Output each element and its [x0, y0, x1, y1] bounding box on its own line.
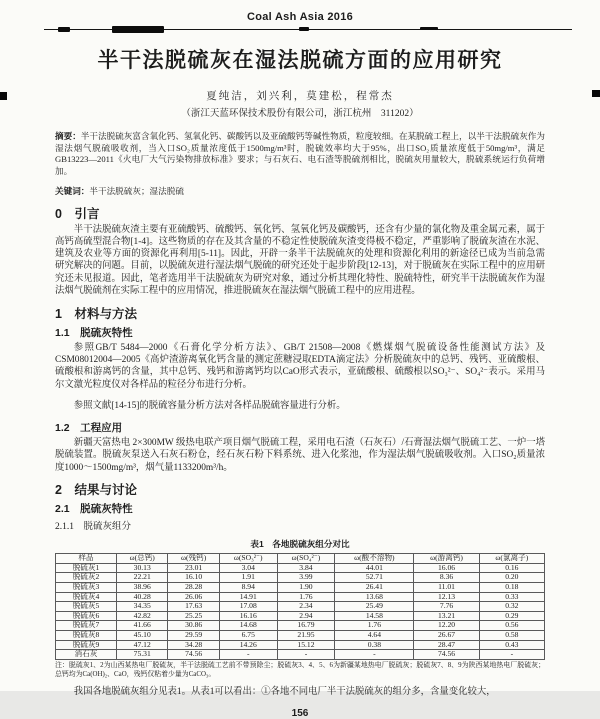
table-caption: 表1 各地脱硫灰组分对比 [250, 539, 350, 550]
value-cell: 21.95 [277, 631, 335, 641]
value-cell: 11.01 [414, 583, 479, 593]
value-cell: 12.20 [414, 621, 479, 631]
value-cell: 8.36 [414, 573, 479, 583]
table-header-cell: 样品 [56, 554, 117, 564]
table-header-row [56, 554, 545, 564]
table-header-cell: ω(SO₄²⁻) [277, 554, 335, 564]
value-cell: 22.21 [117, 573, 168, 583]
value-cell: 14.26 [219, 640, 277, 650]
value-cell: 45.10 [117, 631, 168, 641]
value-cell: 3.04 [219, 563, 277, 573]
value-cell: 4.64 [335, 631, 414, 641]
value-cell: 34.28 [168, 640, 219, 650]
value-cell: 2.94 [277, 611, 335, 621]
value-cell: 7.76 [414, 602, 479, 612]
sample-name-cell: 脱硫灰4 [56, 592, 117, 602]
value-cell: 30.86 [168, 621, 219, 631]
value-cell: 25.49 [335, 602, 414, 612]
value-cell: 26.06 [168, 592, 219, 602]
value-cell: 0.58 [479, 631, 544, 641]
value-cell: 0.56 [479, 621, 544, 631]
sample-name-cell: 脱硫灰1 [56, 563, 117, 573]
value-cell: 16.06 [414, 563, 479, 573]
table-row [56, 583, 545, 593]
value-cell: 0.29 [479, 611, 544, 621]
subsubsection-heading-composition: 2.1.1 脱硫灰组分 [55, 522, 132, 533]
sample-name-cell: 脱硫灰6 [56, 611, 117, 621]
value-cell: 40.28 [117, 592, 168, 602]
sample-name-cell: 脱硫灰8 [56, 631, 117, 641]
abstract-paragraph [55, 131, 545, 177]
table-header-cell: ω(氯离子) [479, 554, 544, 564]
value-cell: 1.90 [277, 583, 335, 593]
composition-table-head [56, 554, 545, 564]
sample-name-cell: 脱硫灰7 [56, 621, 117, 631]
value-cell: 15.12 [277, 640, 335, 650]
header-rule [44, 29, 572, 35]
value-cell: 0.38 [335, 640, 414, 650]
value-cell: 0.32 [479, 602, 544, 612]
value-cell: 3.99 [277, 573, 335, 583]
value-cell: 26.67 [414, 631, 479, 641]
scan-artifact-right [592, 90, 600, 97]
value-cell: 16.79 [277, 621, 335, 631]
table-row [56, 631, 545, 641]
table-header-cell: ω(SO₃²⁻) [219, 554, 277, 564]
table-header-cell: ω(总钙) [117, 554, 168, 564]
value-cell: 42.82 [117, 611, 168, 621]
value-cell: 74.56 [414, 650, 479, 660]
value-cell: 52.71 [335, 573, 414, 583]
sample-name-cell: 脱硫灰3 [56, 583, 117, 593]
conference-header: Coal Ash Asia 2016 [246, 11, 354, 23]
sample-name-cell: 脱硫灰9 [56, 640, 117, 650]
value-cell: 44.01 [335, 563, 414, 573]
value-cell: 8.94 [219, 583, 277, 593]
value-cell: 14.58 [335, 611, 414, 621]
value-cell: 16.16 [219, 611, 277, 621]
value-cell: 14.91 [219, 592, 277, 602]
value-cell: - [335, 650, 414, 660]
value-cell: 28.28 [168, 583, 219, 593]
value-cell: - [277, 650, 335, 660]
value-cell: - [219, 650, 277, 660]
value-cell: 6.75 [219, 631, 277, 641]
table-row [56, 650, 545, 660]
value-cell: 74.56 [168, 650, 219, 660]
value-cell: 38.96 [117, 583, 168, 593]
value-cell: 13.21 [414, 611, 479, 621]
value-cell: 75.31 [117, 650, 168, 660]
keywords-line [55, 186, 545, 198]
abstract-label: 摘要： [55, 131, 81, 141]
ash-properties-paragraph-2: 参照文献[14-15]的脱硫容量分析方法对各样品脱硫容量进行分析。 [73, 401, 346, 412]
value-cell: 28.47 [414, 640, 479, 650]
section-heading-materials: 1 材料与方法 [55, 306, 137, 321]
subsection-heading-engineering: 1.2 工程应用 [55, 422, 123, 434]
value-cell: 17.63 [168, 602, 219, 612]
sample-name-cell: 消石灰 [56, 650, 117, 660]
scan-smudge [112, 26, 164, 33]
table-header-cell: ω(酸不溶物) [335, 554, 414, 564]
value-cell: 2.34 [277, 602, 335, 612]
table-header-cell: ω(游离钙) [414, 554, 479, 564]
page-number: 156 [291, 707, 309, 719]
value-cell: 0.18 [479, 583, 544, 593]
value-cell: - [479, 650, 544, 660]
scan-artifact-left [0, 92, 7, 100]
section-heading-results: 2 结果与讨论 [55, 483, 137, 498]
value-cell: 0.16 [479, 563, 544, 573]
intro-paragraph: 半干法脱硫灰渣主要有亚硫酸钙、硫酸钙、氧化钙、氢氧化钙及碳酸钙，还含有少量的氯化物及重金属元素，属于高钙高硫型混合物[1-4]。这些物质的存在及其含量的不稳定性使脱硫灰渣变得极不稳定，严重影响了脱硫灰渣在水泥、建筑及农业等方面的资源化再利用[5-11]。因此，开辟一条半干法脱硫灰的处理和资源化利用的新途径已成为当前急需研究解决的问题。目前，以脱硫灰进行湿法烟气脱硫的研究还处于起步阶段[12-13]，对于脱硫灰在实际工程中的应用研究还未见报道。因此，笔者选用半干法脱硫灰为研究对象，通过分析其理化特性、脱硫特性，研究半干法脱硫灰作为湿法烟气脱硫剂在实际工程中的应用情况，推进脱硫灰在湿法烟气脱硫工程中的应用进程。 [55, 224, 545, 297]
keywords-label: 关键词： [55, 185, 90, 196]
keywords-text: 半干法脱硫灰；湿法脱硫 [89, 185, 184, 196]
value-cell: 16.10 [168, 573, 219, 583]
composition-table-body [56, 563, 545, 659]
value-cell: 41.66 [117, 621, 168, 631]
value-cell: 0.33 [479, 592, 544, 602]
value-cell: 1.91 [219, 573, 277, 583]
engineering-paragraph: 新疆天富热电 2×300MW 级热电联产项目烟气脱硫工程，采用电石渣（石灰石）/石膏湿法烟气脱硫工艺、一炉一塔脱硫装置。脱硫灰泵送入石灰石粉仓，经石灰石粉下料系统、进入化浆池，作为湿法烟气脱硫吸收剂。入口SO₂质量浓度1000～1500mg/m³，烟气量1133200m³/h。 [55, 438, 545, 473]
page-content [55, 131, 545, 719]
paper-title: 半干法脱硫灰在湿法脱硫方面的应用研究 [97, 49, 503, 72]
value-cell: 14.68 [219, 621, 277, 631]
value-cell: 0.43 [479, 640, 544, 650]
table-header-cell: ω(残钙) [168, 554, 219, 564]
value-cell: 1.76 [277, 592, 335, 602]
composition-table [55, 553, 545, 660]
value-cell: 3.84 [277, 563, 335, 573]
value-cell: 34.35 [117, 602, 168, 612]
table-row [56, 640, 545, 650]
value-cell: 1.76 [335, 621, 414, 631]
value-cell: 25.25 [168, 611, 219, 621]
value-cell: 26.41 [335, 583, 414, 593]
value-cell: 13.68 [335, 592, 414, 602]
abstract-text: 半干法脱硫灰富含氧化钙、氢氧化钙、碳酸钙以及亚硫酸钙等碱性物质，粒度较细。在某脱硫工程上，以半干法脱硫灰作为湿法烟气脱硫吸收剂，当入口SO₂质量浓度低于1500mg/m³时，脱硫效率均大于95%，出口SO₂质量浓度低于50mg/m³，满足GB13223—2011《火电厂大气污染物排放标准》要求；与石灰石、电石渣等脱硫剂相比，脱硫灰用量较大，脱硫系统运行负荷增加。 [55, 131, 545, 176]
sample-name-cell: 脱硫灰2 [56, 573, 117, 583]
value-cell: 47.12 [117, 640, 168, 650]
authors-line: 夏纯洁，刘兴利，莫建松，程常杰 [206, 91, 394, 102]
sample-name-cell: 脱硫灰5 [56, 602, 117, 612]
closing-paragraph: 我国各地脱硫灰组分见表1。从表1可以看出：①各地不同电厂半干法脱硫灰的组分多，含量变化较大， [73, 687, 496, 698]
value-cell: 30.13 [117, 563, 168, 573]
scan-smudge [58, 27, 70, 32]
scan-smudge [420, 27, 438, 30]
section-heading-intro: 0 引言 [55, 206, 100, 221]
subsection-heading-results-ash: 2.1 脱硫灰特性 [55, 503, 133, 516]
value-cell: 17.08 [219, 602, 277, 612]
value-cell: 0.20 [479, 573, 544, 583]
value-cell: 23.01 [168, 563, 219, 573]
subsection-heading-ash-properties: 1.1 脱硫灰特性 [55, 326, 133, 339]
value-cell: 12.13 [414, 592, 479, 602]
scan-smudge [299, 27, 309, 31]
table-row [56, 602, 545, 612]
affiliation-line: （浙江天蓝环保技术股份有限公司，浙江杭州 311202） [181, 109, 419, 119]
ash-properties-paragraph-1: 参照GB/T 5484—2000《石膏化学分析方法》、GB/T 21508—2008《燃煤烟气脱硫设备性能测试方法》及CSM08012004—2005《高炉渣游离氧化钙含量的测定蔗糖浸取EDTA滴定法》分析脱硫灰中的总钙、残钙、亚硫酸根、硫酸根和游离钙的含量，其中总钙、残钙和游离钙均以CaO形式表示，亚硫酸根、硫酸根以SO₃²⁻、SO₄²⁻表示。采用马尔文激光粒度仪对各样品的粒径分布进行分析。 [55, 342, 545, 390]
table-note: 注：脱硫灰1、2为山西某热电厂脱硫灰，半干法脱硫工艺前不带预除尘；脱硫灰3、4、5、6为新疆某地热电厂脱硫灰；脱硫灰7、8、9为陕西某地热电厂脱硫灰；总钙均为Ca(OH)₂、CaO，残钙仅粘着少量为CaCO₃。 [55, 661, 545, 678]
value-cell: 29.59 [168, 631, 219, 641]
